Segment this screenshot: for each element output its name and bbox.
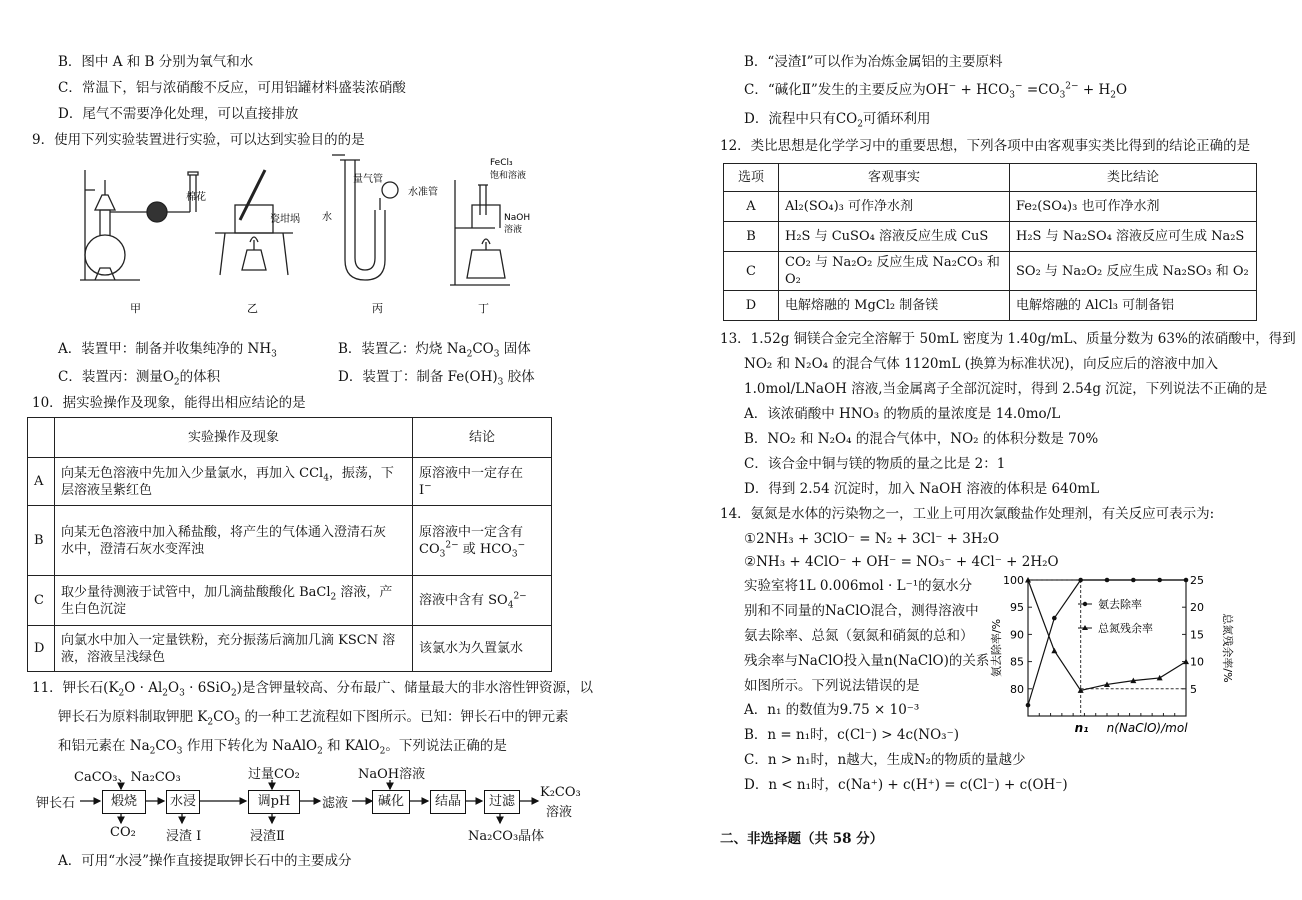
flow-step-filter: 过滤 [484,790,520,814]
q14-option-c: C．n > n₁时，n越大，生成N₂的物质的量越少 [744,752,1026,768]
apparatus-yi: 乙 [247,302,258,315]
flow-out6: Na₂CO₃晶体 [468,829,545,844]
legend-label-0: 氨去除率 [1098,598,1142,611]
x-marker-n1: n₁ [1074,721,1089,735]
q13-option-b: B．NO₂ 和 N₂O₄ 的混合气体中，NO₂ 的体积分数是 70% [744,431,1099,447]
y-left-tick-label: 100 [1003,574,1024,587]
q14-stem: 14．氨氮是水体的污染物之一，工业上可用次氯酸盐作处理剂，有关反应可表示为: [720,506,1215,522]
q13-option-c: C．该合金中铜与镁的物质的量之比是 2：1 [744,456,1006,472]
flow-out3: 浸渣Ⅱ [250,829,285,844]
flow-product1: K₂CO₃ [540,785,581,800]
series-point-0 [1026,703,1031,708]
y-left-tick-label: 95 [1010,601,1024,615]
q12-head-fact: 客观事实 [779,164,1010,192]
q10-row-d-concl: 该氯水为久置氯水 [413,626,552,672]
q12-row-b-concl: H₂S 与 Na₂SO₄ 溶液反应可生成 Na₂S [1010,222,1257,252]
flow-step-alkali: 碱化 [372,790,410,814]
y-left-tick-label: 80 [1010,682,1024,696]
q13-option-a: A．该浓硝酸中 HNO₃ 的物质的量浓度是 14.0mo/L [744,406,1061,422]
q8-option-b: B．图中 A 和 B 分别为氧气和水 [58,54,254,70]
q9-stem: 9．使用下列实验装置进行实验，可以达到实验目的的是 [32,132,365,148]
q9-option-c: C．装置丙：测量$O_2$的体积 [58,369,221,388]
series-point-0 [1078,578,1083,583]
series-point-0 [1131,578,1136,583]
q12-row-a-opt: A [724,192,779,222]
flow-step-calcine: 煅烧 [102,790,146,814]
q12-row-a-fact: Al₂(SO₄)₃ 可作净水剂 [779,192,1010,222]
q12-row-c-opt: C [724,252,779,291]
q12-head-opt: 选项 [724,164,779,192]
series-point-0 [1184,578,1189,583]
q14-eq1: ①2NH₃ + 3ClO⁻ = N₂ + 3Cl⁻ + 3H₂O [744,531,1000,547]
q12-head-concl: 类比结论 [1010,164,1257,192]
q13-stem-line2: NO₂ 和 N₂O₄ 的混合气体 1120mL (换算为标准状况)，向反应后的溶液中加入 [744,356,1219,372]
y-right-tick-label: 25 [1190,574,1204,587]
q12-row-b-fact: H₂S 与 CuSO₄ 溶液反应生成 CuS [779,222,1010,252]
q14-desc2: 别和不同量的NaClO混合，测得溶液中 [744,603,979,619]
q11-stem-line1: 11．钾长石$(K_2O \cdot Al_2O_3 \cdot 6SiO_2)$是含钾量较高、分布最广、储量最大的非水溶性钾资源，以 [32,680,593,699]
q9-option-b: B．装置乙：灼烧 $Na_2CO_3$ 固体 [338,341,531,360]
q12-stem: 12．类比思想是化学学习中的重要思想，下列各项中由客观事实类比得到的结论正确的是 [720,138,1251,154]
q10-row-c-concl: 溶液中含有 $SO_4^{2-}$ [413,576,552,626]
q13-option-d: D．得到 2.54 沉淀时，加入 NaOH 溶液的体积是 640mL [744,481,1100,497]
q12-row-b-opt: B [724,222,779,252]
q10-row-d-op: 向氯水中加入一定量铁粉，充分振荡后滴加几滴 KSCN 溶 液，溶液呈浅绿色 [55,626,413,672]
mianhua-label: 棉花 [186,192,206,203]
q11-flowchart [0,760,651,850]
q11-option-b: B．“浸渣Ⅰ”可以作为冶炼金属铝的主要原料 [744,54,1003,70]
q8-option-d: D．尾气不需要净化处理，可以直接排放 [58,106,299,122]
section2-heading: 二、非选择题（共 58 分） [720,831,884,847]
q14-desc4: 残余率与NaClO投入量n(NaClO)的关系 [744,653,990,669]
q13-stem-line1: 13．1.52g 铜镁合金完全溶解于 50mL 密度为 1.40g/mL、质量分数为 63%的浓硝酸中，得到 [720,331,1296,347]
q9-option-a: A．装置甲：制备并收集纯净的 $NH_3$ [58,341,277,360]
q10-row-c-label: C [28,576,55,626]
q10-table [27,417,552,672]
q11-stem-line2: 钾长石为原料制取钾肥 $K_2CO_3$ 的一种工艺流程如下图所示。已知：钾长石中的钾元素 [58,709,569,728]
y-right-tick-label: 15 [1190,628,1204,642]
fecl3-label: FeCl₃ [490,158,513,168]
q12-row-d-opt: D [724,291,779,321]
series-point-1 [1051,648,1057,654]
q10-row-a-op: 向某无色溶液中先加入少量氯水，再加入 CCl$_4$，振荡，下 层溶液呈紫红色 [55,458,413,506]
flow-product2: 溶液 [546,805,573,820]
q14-option-b: B．n = n₁时，c(Cl⁻) > 4c(NO₃⁻) [744,727,959,743]
q14-chart [986,568,1236,746]
q14-option-d: D．n < n₁时，c(Na⁺) + c(H⁺) = c(Cl⁻) + c(OH⁻) [744,777,1068,793]
flow-raw: 钾长石 [36,796,76,811]
q12-row-d-concl: 电解熔融的 AlCl₃ 可制备铝 [1010,291,1257,321]
q14-desc5: 如图所示。下列说法错误的是 [744,678,920,694]
baohe-label: 饱和溶液 [490,171,527,181]
q12-row-c-fact: CO₂ 与 Na₂O₂ 反应生成 Na₂CO₃ 和 O₂ [779,252,1010,291]
y-left-axis-label: 氨去除率/% [990,618,1003,678]
apparatus-bing: 丙 [372,302,383,315]
series-point-0 [1157,578,1162,583]
y-left-tick-label: 90 [1010,628,1024,642]
shui-label: 水 [322,212,332,223]
q10-row-b-concl: 原溶液中一定含有 $CO_3^{2-}$ 或 $HCO_3^-$ [413,506,552,576]
q11-stem-line3: 和铝元素在 $Na_2CO_3$ 作用下转化为 NaAlO$_2$ 和 KAlO$_2$。下列说法正确的是 [58,738,507,757]
legend-label-1: 总氮残余率 [1098,622,1153,635]
q11-option-d: D．流程中只有$CO_2$可循环利用 [744,111,931,130]
q14-option-a: A．n₁ 的数值为9.75 × 10⁻³ [744,702,920,718]
q12-row-c-concl: SO₂ 与 Na₂O₂ 反应生成 Na₂SO₃ 和 O₂ [1010,252,1257,291]
q10-row-c-op: 取少量待测液于试管中，加几滴盐酸酸化 BaCl$_2$ 溶液，产 生白色沉淀 [55,576,413,626]
q9-option-d: D．装置丁：制备 $Fe(OH)_3$ 胶体 [338,369,535,388]
flow-step-leach: 水浸 [166,790,200,814]
q11-option-c: C．“碱化Ⅱ”发生的主要反应为$OH^- + HCO_3^- =CO_3^{2-} + H_2O$ [744,81,1128,101]
q10-row-a-label: A [28,458,55,506]
y-left-tick-label: 85 [1010,655,1024,669]
q10-row-b-label: B [28,506,55,576]
q11-option-a: A．可用“水浸”操作直接提取钾长石中的主要成分 [58,853,352,869]
liangqiguan-label: 量气管 [353,174,383,185]
naoh-label: NaOH [504,213,531,223]
q10-row-a-concl: 原溶液中一定存在 I− [413,458,552,506]
series-point-0 [1052,616,1057,621]
shuizhunguan-label: 水准管 [408,187,438,198]
ciganguo-label: 瓷坩埚 [270,214,300,225]
q9-apparatus-figure [60,150,580,320]
q12-row-a-concl: Fe₂(SO₄)₃ 也可作净水剂 [1010,192,1257,222]
q13-stem-line3: 1.0mol/LNaOH 溶液,当金属离子全部沉淀时，得到 2.54g 沉淀，下列说法不正确的是 [744,381,1268,397]
legend-marker-0 [1083,602,1087,606]
series-line-1 [1028,580,1186,690]
y-right-tick-label: 20 [1190,601,1204,615]
flow-step-ph: 调pH [248,790,300,814]
flow-in3: 过量CO₂ [248,767,300,782]
q10-stem: 10．据实验操作及现象，能得出相应结论的是 [32,395,306,411]
apparatus-ding: 丁 [478,302,489,315]
flow-out1: CO₂ [110,825,136,840]
q12-row-d-fact: 电解熔融的 MgCl₂ 制备镁 [779,291,1010,321]
q14-desc3: 氨去除率、总氮（氨氮和硝氮的总和） [744,628,974,644]
y-right-tick-label: 5 [1190,682,1197,696]
series-point-0 [1105,578,1110,583]
apparatus-jia: 甲 [130,302,141,315]
flow-step-crystal: 结晶 [430,790,466,814]
y-right-tick-label: 10 [1190,655,1204,669]
x-axis-label: n(NaClO)/mol [1106,721,1188,735]
q12-table [723,163,1257,321]
q10-row-d-label: D [28,626,55,672]
q10-head-op: 实验操作及现象 [55,418,413,458]
flow-in4: NaOH溶液 [358,767,426,782]
q14-desc1: 实验室将1L 0.006mol · L⁻¹的氨水分 [744,578,973,594]
flow-in1: CaCO₃、Na₂CO₃ [74,770,181,785]
y-right-axis-label: 总氮残余率/% [1221,613,1234,683]
q8-option-c: C．常温下，铝与浓硝酸不反应，可用铝罐材料盛装浓硝酸 [58,80,406,96]
flow-out2: 浸渣 Ⅰ [166,829,202,844]
q10-row-b-op: 向某无色溶液中加入稀盐酸，将产生的气体通入澄清石灰 水中，澄清石灰水变浑浊 [55,506,413,576]
q14-eq2: ②NH₃ + 4ClO⁻ + OH⁻ = NO₃⁻ + 4Cl⁻ + 2H₂O [744,554,1059,570]
q10-head-concl: 结论 [413,418,552,458]
rongye-label: 溶液 [504,225,523,235]
flow-filtrate: 滤液 [322,796,349,811]
